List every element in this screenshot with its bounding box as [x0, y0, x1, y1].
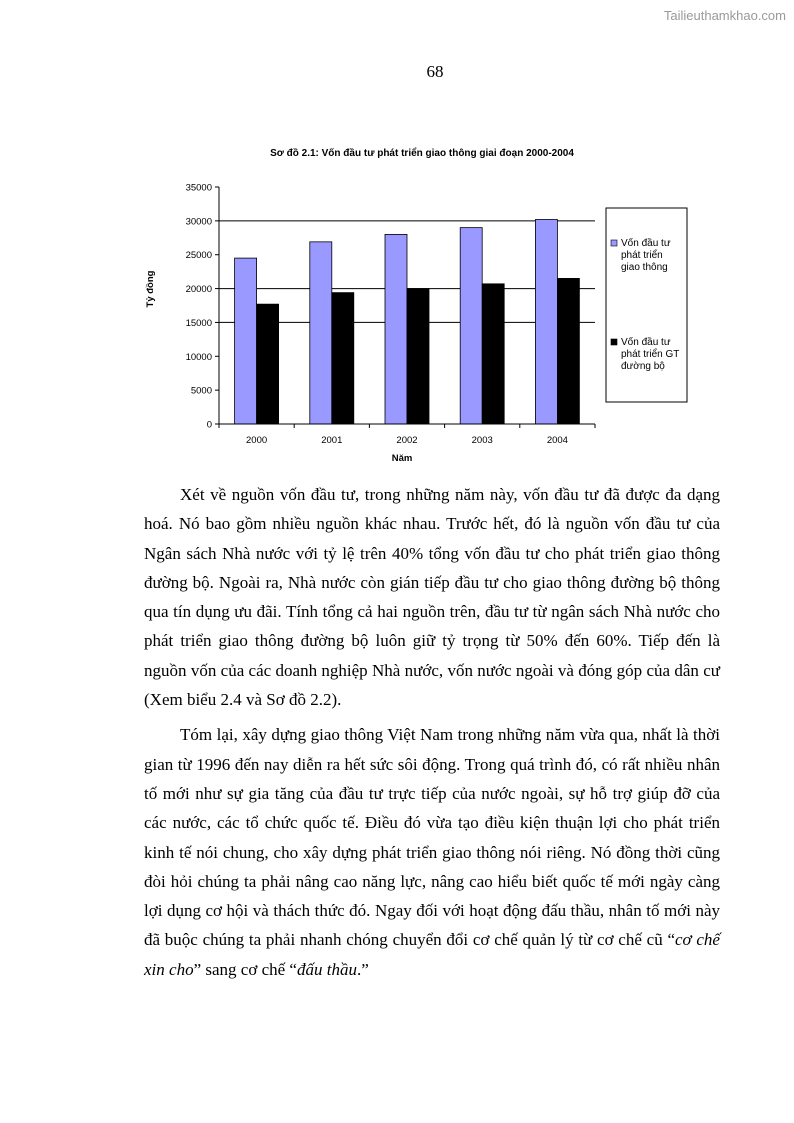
- paragraph-2-end: .”: [356, 959, 369, 979]
- bar-chart: [0, 0, 794, 470]
- y-tick-label-10000: 10000: [185, 351, 212, 363]
- x-tick-label-2002: 2002: [396, 435, 418, 446]
- bar-2003-series-1: [460, 228, 482, 424]
- paragraph-2: [144, 720, 720, 984]
- legend-label-2-line-1: Vốn đầu tư: [621, 337, 671, 348]
- y-tick-label-25000: 25000: [185, 250, 212, 262]
- paragraph-2-italic-1: cơ chế xin cho: [144, 930, 720, 979]
- x-axis-title: Năm: [391, 453, 413, 464]
- bar-2001-series-2: [332, 293, 354, 424]
- page-number: 68: [426, 62, 444, 81]
- watermark: Tailieuthamkhao.com: [663, 8, 786, 23]
- bar-2000-series-2: [257, 304, 279, 424]
- legend-swatch-1: [611, 240, 617, 246]
- chart-bars: [235, 220, 580, 424]
- paragraph-2-start: Tóm lại, xây dựng giao thông Việt Nam trong những năm vừa qua, nhất là thời gian từ 1996 đến nay diễn ra hết sức sôi động. Trong quá trình đó, có rất nhiều nhân tố mới như sự gia tăng của đầu tư trực tiếp của nước ngoài, sự hỗ trợ giúp đỡ của các nước, các tổ chức quốc tế. Điều đó vừa tạo điều kiện thuận lợi cho phát triển kinh tế nói chung, cho xây dựng phát triển giao thông nói riêng. Nó đồng thời cũng đòi hỏi chúng ta phải nâng cao năng lực, nâng cao hiểu biết quốc tế mới ngày càng lợi dụng cơ hội và thách thức đó. Ngay đối với hoạt động đấu thầu, nhân tố mới này đã buộc chúng ta phải nhanh chóng chuyển đổi cơ chế quản lý từ cơ chế cũ “: [144, 725, 720, 950]
- body-text: [144, 480, 720, 990]
- bar-2002-series-2: [407, 289, 429, 424]
- bar-2001-series-1: [310, 242, 332, 424]
- x-tick-label-2001: 2001: [321, 435, 343, 446]
- y-tick-label-30000: 30000: [185, 216, 212, 228]
- paragraph-1: Xét về nguồn vốn đầu tư, trong những năm này, vốn đầu tư đã được đa dạng hoá. Nó bao gồm nhiều nguồn khác nhau. Trước hết, đó là nguồn vốn đầu tư của Ngân sách Nhà nước với tỷ lệ trên 40% tổng vốn đầu tư cho phát triển giao thông đường bộ. Ngoài ra, Nhà nước còn gián tiếp đầu tư cho giao thông đường bộ thông qua tín dụng ưu đãi. Tính tổng cả hai nguồn trên, đầu tư từ ngân sách Nhà nước cho phát triển giao thông đường bộ luôn giữ tỷ trọng từ 50% đến 60%. Tiếp đến là nguồn vốn của các doanh nghiệp Nhà nước, vốn nước ngoài và đóng góp của dân cư (Xem biểu 2.4 và Sơ đồ 2.2).: [144, 485, 720, 710]
- y-tick-label-35000: 35000: [185, 182, 212, 194]
- x-axis-ticks: [219, 424, 595, 446]
- y-axis-ticks: [186, 183, 219, 431]
- y-tick-label-15000: 15000: [185, 317, 212, 329]
- paragraph-2-mid: ” sang cơ chế “: [193, 959, 297, 979]
- legend-label-1-line-3: giao thông: [621, 262, 668, 273]
- paragraph-2-italic-2: đấu thầu: [296, 959, 357, 979]
- y-tick-label-5000: 5000: [190, 385, 212, 397]
- y-tick-label-20000: 20000: [185, 284, 212, 296]
- legend-swatch-2: [611, 339, 617, 345]
- bar-2004-series-2: [557, 278, 579, 424]
- x-tick-label-2003: 2003: [471, 435, 493, 446]
- bar-2003-series-2: [482, 284, 504, 424]
- legend-label-1-line-1: Vốn đầu tư: [621, 238, 671, 249]
- y-axis-title: Tỷ đồng: [145, 270, 156, 308]
- bar-2002-series-1: [385, 234, 407, 424]
- legend-label-2-line-3: đường bộ: [621, 361, 665, 372]
- chart-title: Sơ đồ 2.1: Vốn đầu tư phát triển giao thông giai đoạn 2000-2004: [270, 148, 574, 159]
- x-tick-label-2004: 2004: [546, 435, 568, 446]
- legend-label-1-line-2: phát triển: [621, 250, 663, 261]
- bar-2004-series-1: [535, 220, 557, 424]
- y-tick-label-0: 0: [206, 419, 212, 431]
- x-tick-label-2000: 2000: [246, 435, 268, 446]
- legend-label-2-line-2: phát triển GT: [621, 349, 680, 360]
- bar-2000-series-1: [235, 258, 257, 424]
